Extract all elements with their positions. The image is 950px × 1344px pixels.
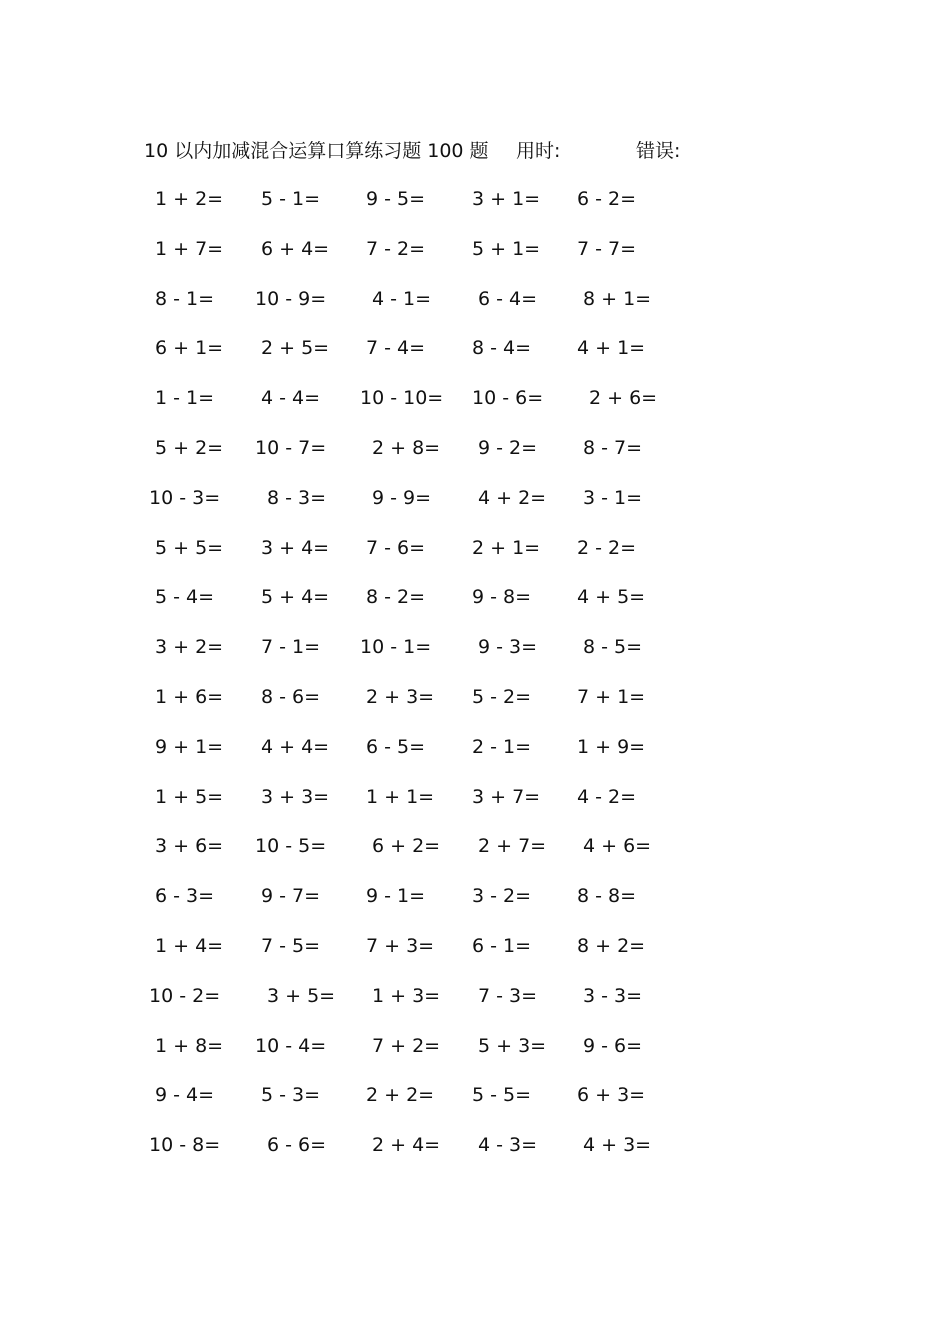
- problem-row: [0, 729, 950, 765]
- problem-item: 9 - 7=: [261, 885, 321, 908]
- time-label: 用时:: [516, 140, 561, 162]
- problem-row: [0, 679, 950, 715]
- problem-item: 2 + 5=: [261, 337, 330, 360]
- problem-row: [0, 1127, 950, 1163]
- problem-item: 2 + 3=: [366, 686, 435, 708]
- problem-item: 2 - 1=: [472, 735, 532, 758]
- problem-item: 7 - 2=: [366, 237, 426, 260]
- problem-item: 3 + 1=: [472, 188, 541, 210]
- problem-item: 1 - 1=: [155, 387, 215, 410]
- problem-item: 3 + 5=: [267, 984, 336, 1007]
- problem-item: 10 - 6=: [472, 387, 544, 410]
- problem-row: [0, 530, 950, 566]
- problem-item: 7 + 1=: [577, 686, 646, 708]
- problem-item: 2 - 2=: [577, 536, 637, 559]
- problem-item: 5 - 5=: [472, 1084, 532, 1107]
- problem-item: 9 - 9=: [372, 486, 432, 509]
- problem-item: 7 - 3=: [478, 984, 538, 1007]
- problem-item: 8 - 4=: [472, 337, 532, 360]
- problem-item: 10 - 2=: [149, 984, 221, 1007]
- problem-item: 4 - 3=: [478, 1134, 538, 1157]
- problem-row: [0, 828, 950, 864]
- problem-item: 7 + 3=: [366, 935, 435, 957]
- problem-item: 1 + 9=: [577, 735, 646, 758]
- worksheet-title: 10 以内加减混合运算口算练习题 100 题: [144, 140, 489, 162]
- problem-item: 10 - 9=: [255, 287, 327, 310]
- problem-item: 1 + 4=: [155, 935, 224, 957]
- problem-item: 8 + 2=: [577, 935, 646, 957]
- problem-item: 3 + 6=: [155, 835, 224, 858]
- problem-item: 3 - 1=: [583, 486, 643, 509]
- problem-item: 4 + 4=: [261, 735, 330, 758]
- problem-row: [0, 878, 950, 914]
- problem-item: 1 + 7=: [155, 237, 224, 260]
- problem-item: 8 + 1=: [583, 287, 652, 310]
- problem-item: 3 + 2=: [155, 636, 224, 659]
- problem-item: 5 - 4=: [155, 586, 215, 609]
- problem-row: [0, 1028, 950, 1064]
- problem-item: 3 + 3=: [261, 785, 330, 808]
- problem-item: 4 + 6=: [583, 835, 652, 858]
- problem-item: 9 - 6=: [583, 1034, 643, 1057]
- problem-item: 4 + 2=: [478, 486, 547, 509]
- problem-item: 5 - 2=: [472, 686, 532, 708]
- problem-item: 7 - 6=: [366, 536, 426, 559]
- problem-item: 9 - 8=: [472, 586, 532, 609]
- problem-item: 1 + 3=: [372, 984, 441, 1007]
- problem-item: 6 - 4=: [478, 287, 538, 310]
- problem-item: 10 - 1=: [360, 636, 432, 659]
- problem-item: 1 + 8=: [155, 1034, 224, 1057]
- problem-item: 5 + 2=: [155, 437, 224, 459]
- problem-item: 9 - 3=: [478, 636, 538, 659]
- problem-item: 8 - 5=: [583, 636, 643, 659]
- problem-row: [0, 579, 950, 615]
- problem-item: 9 + 1=: [155, 735, 224, 758]
- problem-item: 8 - 7=: [583, 437, 643, 459]
- problem-item: 6 - 2=: [577, 188, 637, 210]
- problem-item: 3 - 3=: [583, 984, 643, 1007]
- problem-item: 4 + 5=: [577, 586, 646, 609]
- problem-item: 1 + 1=: [366, 785, 435, 808]
- problem-item: 6 - 3=: [155, 885, 215, 908]
- problem-item: 4 + 3=: [583, 1134, 652, 1157]
- problem-item: 10 - 8=: [149, 1134, 221, 1157]
- problem-item: 6 + 4=: [261, 237, 330, 260]
- problem-row: [0, 629, 950, 665]
- problem-item: 8 - 8=: [577, 885, 637, 908]
- error-label: 错误:: [636, 140, 681, 162]
- problem-item: 10 - 10=: [360, 387, 444, 410]
- problem-row: [0, 231, 950, 267]
- problem-item: 7 - 4=: [366, 337, 426, 360]
- problem-item: 2 + 2=: [366, 1084, 435, 1107]
- problem-row: [0, 779, 950, 815]
- problem-item: 4 - 4=: [261, 387, 321, 410]
- problem-row: [0, 1077, 950, 1113]
- problem-item: 5 + 3=: [478, 1034, 547, 1057]
- problem-item: 5 - 1=: [261, 188, 321, 210]
- problem-item: 6 + 2=: [372, 835, 441, 858]
- problem-item: 7 - 5=: [261, 935, 321, 957]
- problem-item: 7 - 7=: [577, 237, 637, 260]
- problem-item: 9 - 5=: [366, 188, 426, 210]
- problem-item: 10 - 3=: [149, 486, 221, 509]
- problem-row: [0, 330, 950, 366]
- problem-item: 1 + 5=: [155, 785, 224, 808]
- problem-row: [0, 928, 950, 964]
- problem-item: 6 + 1=: [155, 337, 224, 360]
- problem-item: 2 + 4=: [372, 1134, 441, 1157]
- problem-item: 6 - 5=: [366, 735, 426, 758]
- problem-item: 5 + 5=: [155, 536, 224, 559]
- problem-item: 8 - 2=: [366, 586, 426, 609]
- problem-item: 6 + 3=: [577, 1084, 646, 1107]
- problem-row: [0, 380, 950, 416]
- problem-row: [0, 978, 950, 1014]
- problem-item: 10 - 7=: [255, 437, 327, 459]
- problem-item: 3 + 4=: [261, 536, 330, 559]
- problem-item: 8 - 6=: [261, 686, 321, 708]
- problem-item: 1 + 2=: [155, 188, 224, 210]
- problem-item: 4 - 2=: [577, 785, 637, 808]
- problem-item: 5 + 4=: [261, 586, 330, 609]
- problem-row: [0, 181, 950, 217]
- problem-item: 9 - 4=: [155, 1084, 215, 1107]
- problem-item: 6 - 1=: [472, 935, 532, 957]
- problem-row: [0, 480, 950, 516]
- problem-item: 2 + 6=: [589, 387, 658, 410]
- problem-item: 8 - 1=: [155, 287, 215, 310]
- problem-item: 4 - 1=: [372, 287, 432, 310]
- problem-item: 8 - 3=: [267, 486, 327, 509]
- problem-item: 4 + 1=: [577, 337, 646, 360]
- problem-item: 2 + 1=: [472, 536, 541, 559]
- problem-item: 2 + 8=: [372, 437, 441, 459]
- problem-item: 5 + 1=: [472, 237, 541, 260]
- problem-item: 9 - 2=: [478, 437, 538, 459]
- problem-row: [0, 281, 950, 317]
- problem-item: 10 - 5=: [255, 835, 327, 858]
- problem-item: 2 + 7=: [478, 835, 547, 858]
- problem-item: 1 + 6=: [155, 686, 224, 708]
- problem-item: 10 - 4=: [255, 1034, 327, 1057]
- problem-row: [0, 430, 950, 466]
- problem-item: 7 + 2=: [372, 1034, 441, 1057]
- problem-item: 9 - 1=: [366, 885, 426, 908]
- problem-item: 7 - 1=: [261, 636, 321, 659]
- problem-item: 5 - 3=: [261, 1084, 321, 1107]
- problem-item: 3 + 7=: [472, 785, 541, 808]
- problem-item: 3 - 2=: [472, 885, 532, 908]
- problem-item: 6 - 6=: [267, 1134, 327, 1157]
